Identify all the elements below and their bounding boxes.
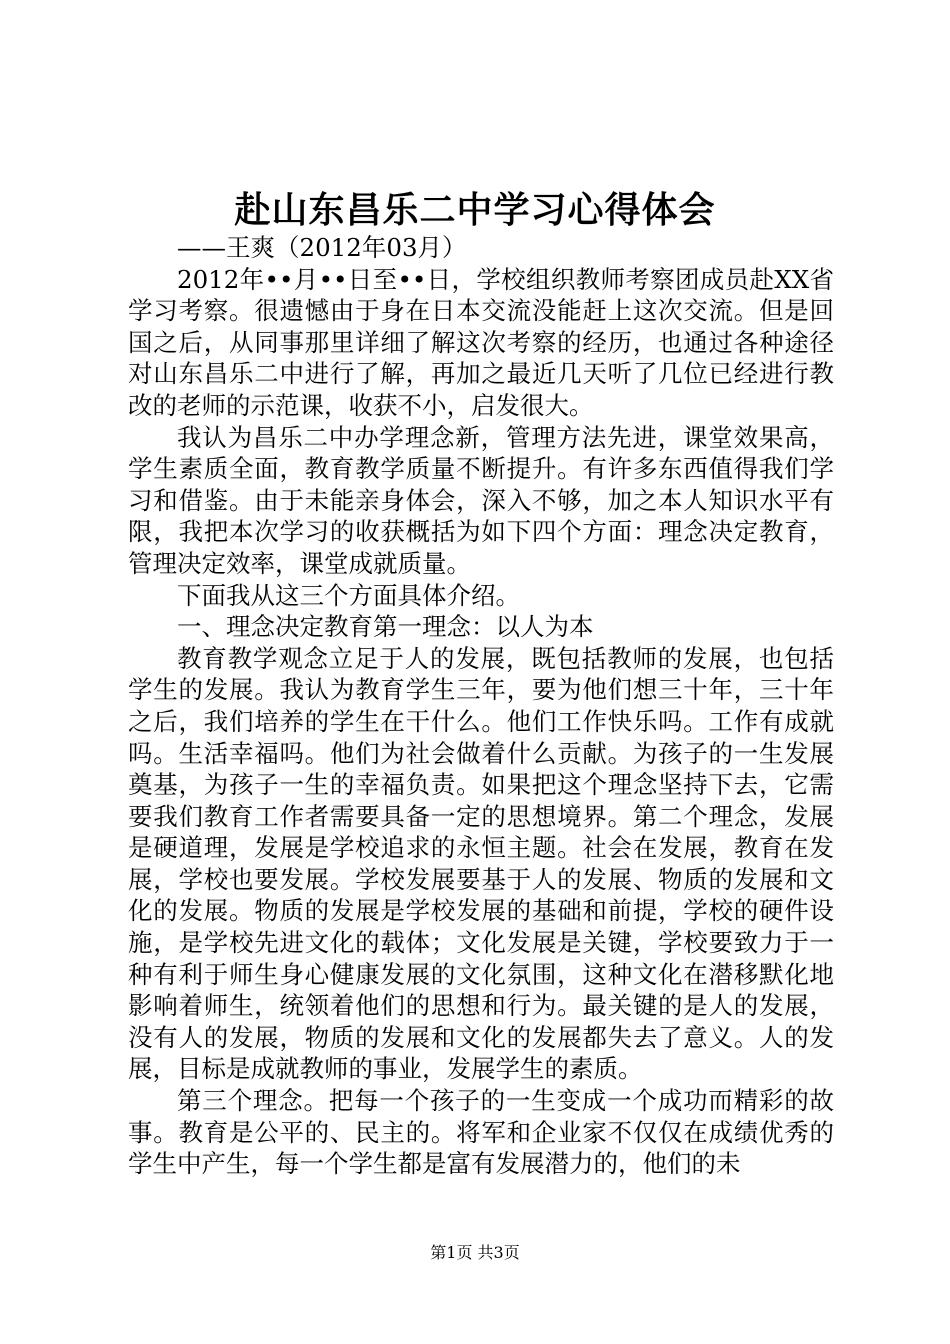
paragraph-2: 我认为昌乐二中办学理念新，管理方法先进，课堂效果高，学生素质全面，教育教学质量不断提升。有许多东西值得我们学习和借鉴。由于未能亲身体会，深入不够，加之本人知识水平有限，我把本次学习的收获概括为如下四个方面：理念决定教育，管理决定效率，课堂成就质量。 — [128, 422, 834, 578]
author-line: ——王爽（2012年03月） — [177, 233, 467, 262]
document-body — [128, 232, 834, 1180]
paragraph-4: 教育教学观念立足于人的发展，既包括教师的发展，也包括学生的发展。我认为教育学生三年，要为他们想三十年，三十年之后，我们培养的学生在干什么。他们工作快乐吗。工作有成就吗。生活幸福吗。他们为社会做着什么贡献。为孩子的一生发展奠基，为孩子一生的幸福负责。如果把这个理念坚持下去，它需要我们教育工作者需要具备一定的思想境界。第二个理念，发展是硬道理，发展是学校追求的永恒主题。社会在发展，教育在发展，学校也要发展。学校发展要基于人的发展、物质的发展和文化的发展。物质的发展是学校发展的基础和前提，学校的硬件设施，是学校先进文化的载体；文化发展是关键，学校要致力于一种有利于师生身心健康发展的文化氛围，这种文化在潜移默化地影响着师生，统领着他们的思想和行为。最关键的是人的发展，没有人的发展，物质的发展和文化的发展都失去了意义。人的发展，目标是成就教师的事业，发展学生的素质。 — [128, 643, 834, 1084]
page-footer: 第1页 共3页 — [430, 1243, 520, 1262]
paragraph-5: 第三个理念。把每一个孩子的一生变成一个成功而精彩的故事。教育是公平的、民主的。将军和企业家不仅仅在成绩优秀的学生中产生，每一个学生都是富有发展潜力的，他们的未 — [128, 1086, 834, 1179]
section-heading-1: 一、理念决定教育第一理念：以人为本 — [177, 612, 594, 642]
document-title: 赴山东昌乐二中学习心得体会 — [234, 189, 716, 231]
paragraph-3: 下面我从这三个方面具体介绍。 — [177, 580, 520, 610]
paragraph-1: 2012年••月••日至••日，学校组织教师考察团成员赴XX省学习考察。很遗憾由于身在日本交流没能赶上这次交流。但是回国之后，从同事那里详细了解这次考察的经历，也通过各种途径对山东昌乐二中进行了解，再加之最近几天听了几位已经进行教改的老师的示范课，收获不小，启发很大。 — [128, 264, 834, 420]
